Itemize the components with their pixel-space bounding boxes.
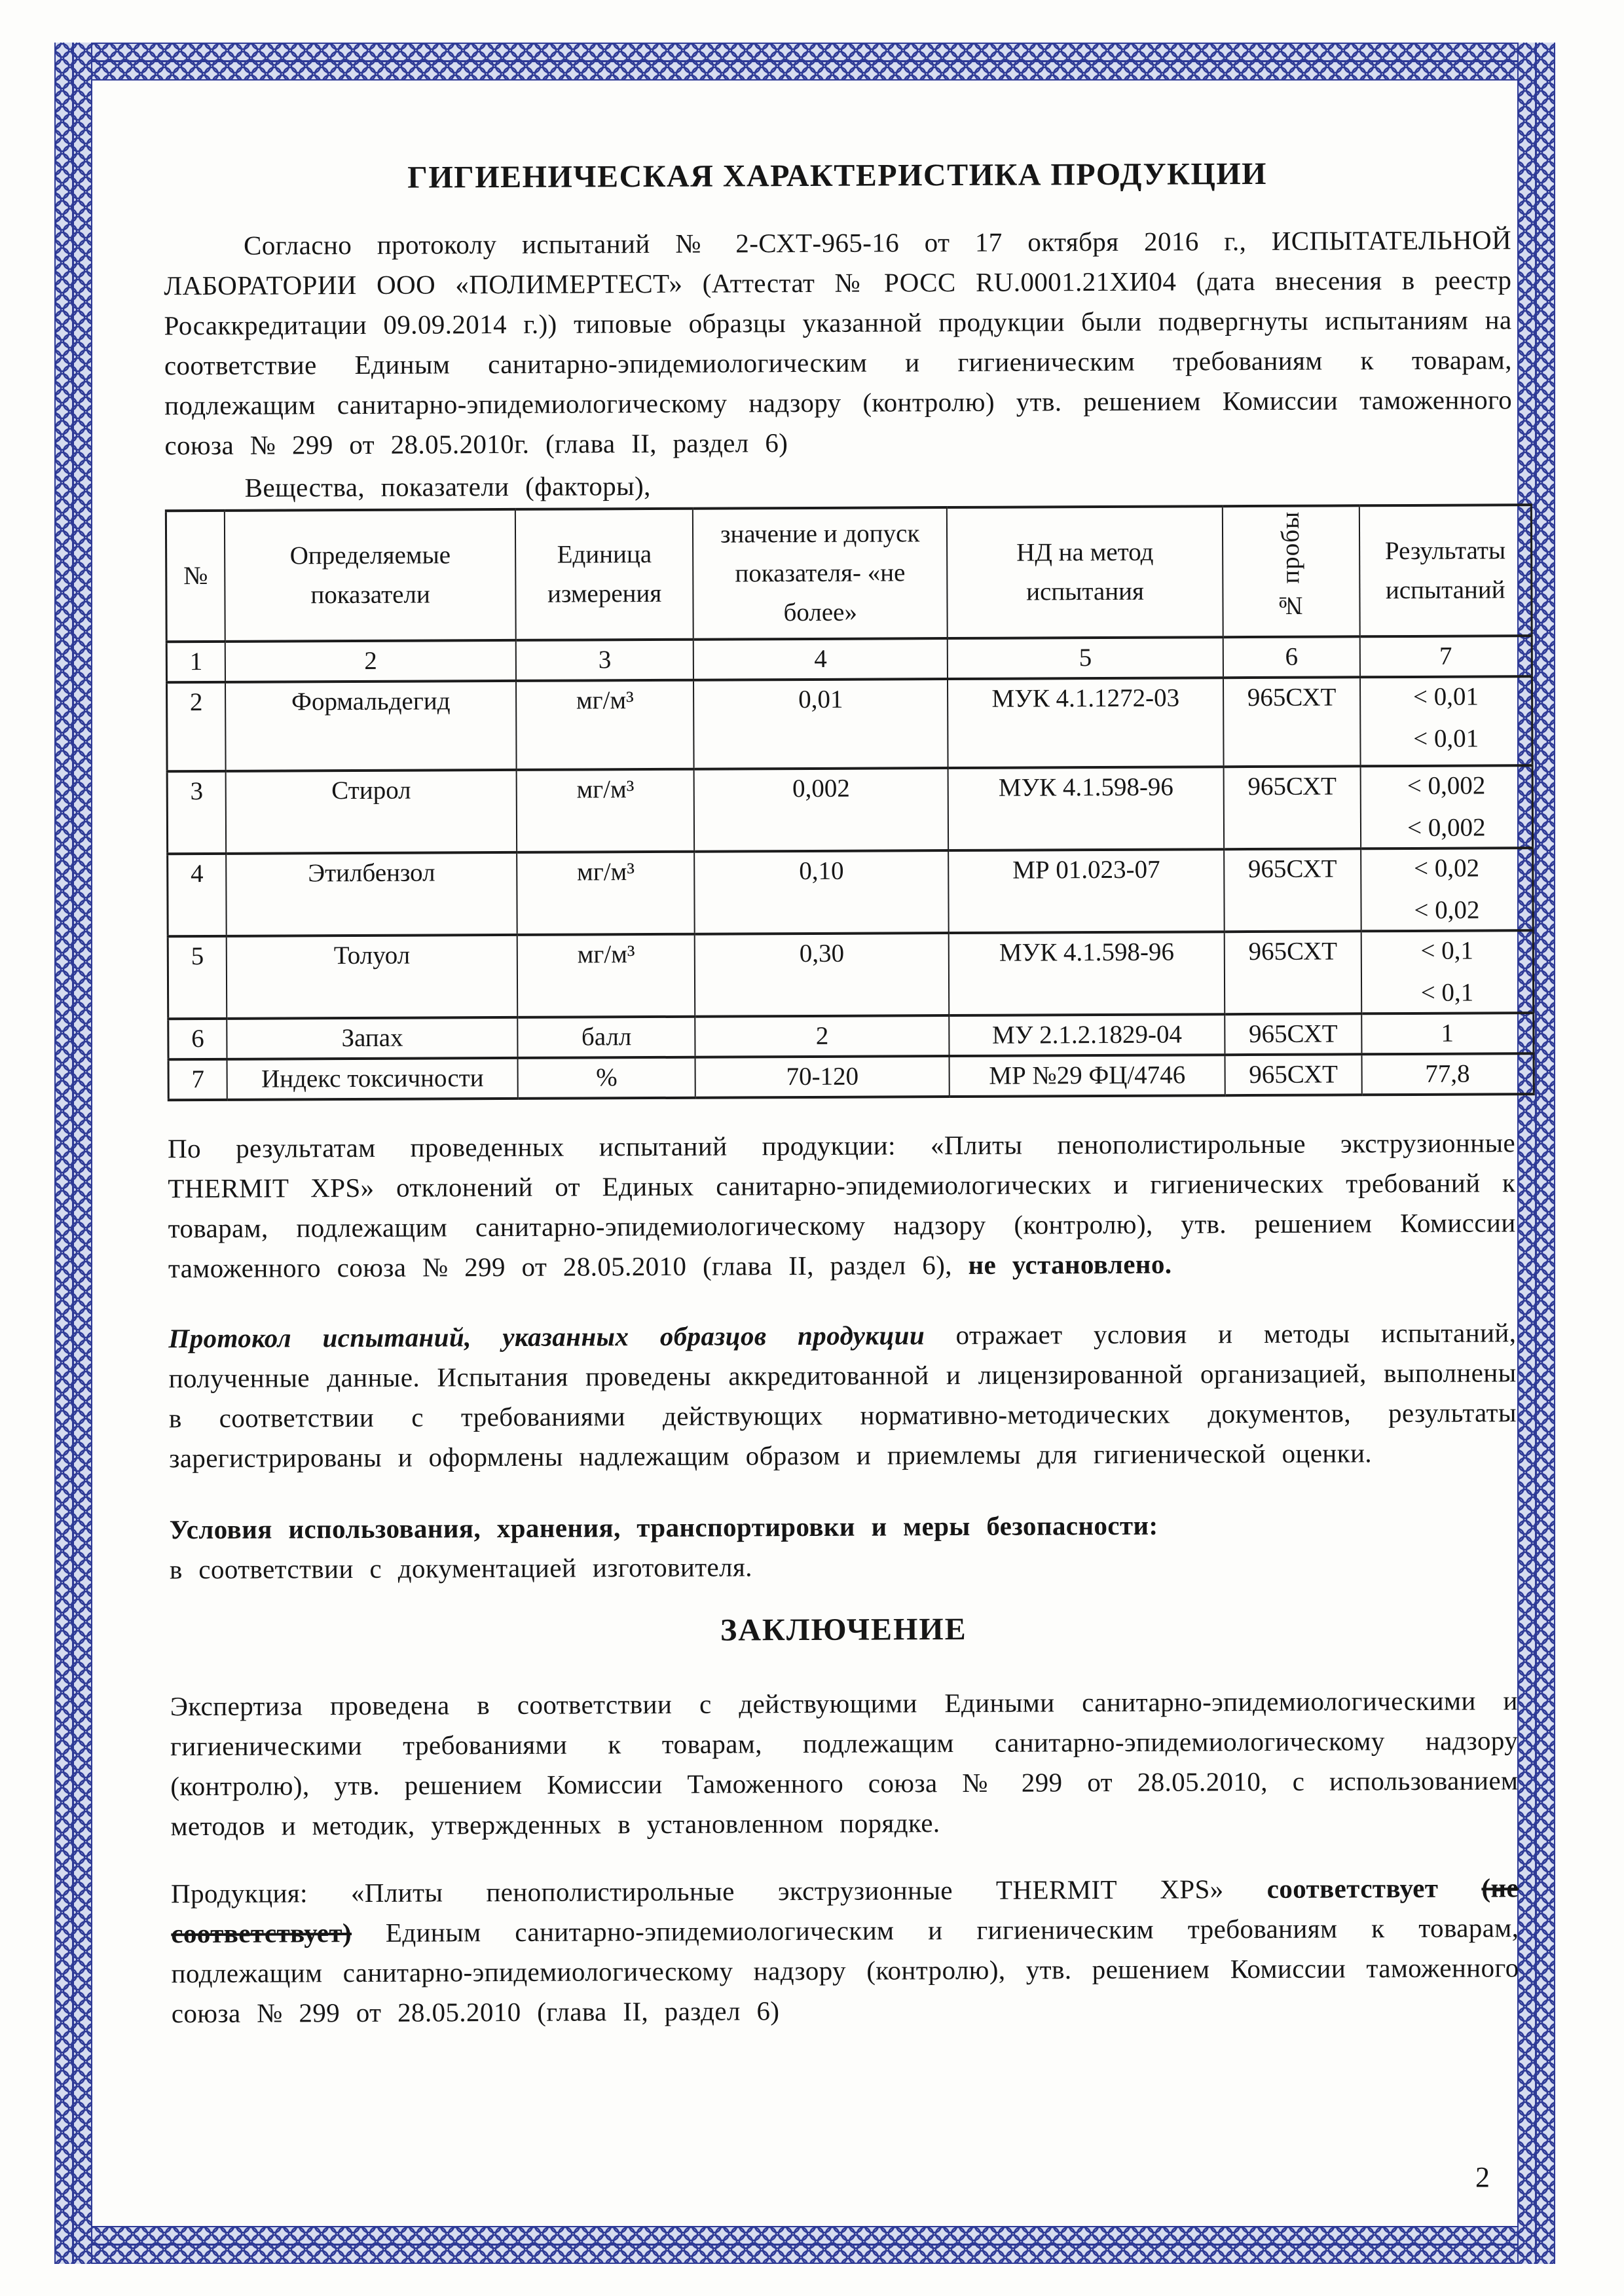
column-number-row <box>166 636 1532 682</box>
cell-limit: 0,10 <box>694 850 948 934</box>
result-line: < 0,1 <box>1420 936 1474 965</box>
protocol-lead-bold-italic: Протокол испытаний, указанных образцов продукции <box>168 1319 925 1353</box>
table-row <box>168 848 1534 936</box>
cell-sample-number: 965СХТ <box>1225 1013 1361 1055</box>
cell-method: МР №29 ФЦ/4746 <box>950 1055 1225 1097</box>
column-number: 5 <box>948 637 1223 679</box>
cell-results <box>1361 848 1533 931</box>
cell-method: МУК 4.1.598-96 <box>948 767 1225 850</box>
result-line: < 0,02 <box>1414 854 1480 883</box>
cell-unit: балл <box>517 1016 695 1057</box>
table-row <box>168 930 1534 1019</box>
cell-method: МУК 4.1.598-96 <box>949 932 1225 1015</box>
cell-row-number: 5 <box>168 936 227 1019</box>
protocol-text: отражает условия и методы испытаний, полученные данные. Испытания проведены аккредитованной и лицензированной организацией, выполнены в соответствии с требованиями действующих нормативно-методических документов, результаты зарегистрированы и оформлены надлежащим образом и приемлемы для гигиенической оценки. <box>168 1317 1517 1473</box>
conditions-block <box>170 1504 1518 1590</box>
column-header-indicators: Определяемые показатели <box>225 509 516 642</box>
page-title: ГИГИЕНИЧЕСКАЯ ХАРАКТЕРИСТИКА ПРОДУКЦИИ <box>407 156 1268 195</box>
conditions-text: в соответствии с документацией изготовителя. <box>169 1552 752 1584</box>
cell-substance-name: Толуол <box>227 935 518 1019</box>
cell-row-number: 3 <box>167 771 226 854</box>
cell-row-number: 7 <box>168 1059 227 1100</box>
table-row <box>168 1013 1534 1059</box>
cell-row-number: 4 <box>168 854 227 936</box>
conditions-heading <box>170 1504 1517 1550</box>
guilloche-border-left <box>54 43 92 2264</box>
result-line: < 0,002 <box>1407 771 1486 800</box>
cell-unit: мг/м³ <box>516 680 694 769</box>
cell-sample-number: 965СХТ <box>1224 766 1361 849</box>
cell-results <box>1360 765 1532 848</box>
document-content <box>91 77 1526 2229</box>
cell-sample-number: 965СХТ <box>1225 931 1361 1014</box>
column-header-number: № <box>166 511 225 642</box>
result-line: < 0,1 <box>1420 978 1474 1007</box>
result-line: < 0,01 <box>1413 724 1479 753</box>
column-header-sample <box>1223 505 1359 637</box>
cell-substance-name: Этилбензол <box>226 852 517 936</box>
cell-limit: 0,01 <box>693 679 948 769</box>
table-header-row <box>166 505 1532 642</box>
protocol-paragraph <box>168 1313 1517 1478</box>
conclusion-heading: ЗАКЛЮЧЕНИЕ <box>720 1611 967 1648</box>
page-number: 2 <box>1475 2161 1490 2193</box>
cell-results <box>1361 930 1533 1013</box>
guilloche-border-bottom <box>54 2226 1555 2264</box>
result-line: < 0,01 <box>1412 682 1479 711</box>
cell-row-number: 2 <box>167 682 226 771</box>
column-number: 1 <box>166 642 225 682</box>
cell-limit: 70-120 <box>695 1056 950 1098</box>
cell-row-number: 6 <box>168 1019 227 1059</box>
conditions-heading-bold: Условия использования, хранения, транспортировки и меры безопасности: <box>169 1510 1158 1544</box>
column-header-limit: значение и допуск показателя- «не более» <box>693 507 948 639</box>
cell-substance-name: Формальдегид <box>225 681 517 771</box>
expertise-paragraph: Экспертиза проведена в соответствии с действующими Едиными санитарно-эпидемиологическими и гигиеническими требованиями к товарам, подлежащим санитарно-эпидемиологическому надзору (контролю), утв. решением Комиссии Таможенного союза № 299 от 28.05.2010, с использованием методов и методик, утвержденных в установленном порядке. <box>170 1685 1519 1841</box>
cell-method: МР 01.023-07 <box>948 849 1225 933</box>
intro-paragraph: Согласно протоколу испытаний № 2-СХТ-965-16 от 17 октября 2016 г., ИСПЫТАТЕЛЬНОЙ ЛАБОРАТОРИИ ООО «ПОЛИМЕРТЕСТ» (Аттестат № РОСС RU.0001.21ХИ04 (дата внесения в реестр Росаккредитации 09.09.2014 г.)) типовые образцы указанной продукции были подвергнуты испытаниям на соответствие Единым санитарно-эпидемиологическим и гигиеническим требованиям к товарам, подлежащим санитарно-эпидемиологическому надзору (контролю) утв. решением Комиссии таможенного союза № 299 от 28.05.2010г. (глава II, раздел 6) <box>164 225 1513 461</box>
cell-limit: 0,30 <box>695 933 949 1017</box>
table-row <box>168 1053 1534 1100</box>
column-header-results: Результаты испытаний <box>1359 505 1532 636</box>
column-number: 7 <box>1359 636 1532 677</box>
guilloche-border-top <box>54 43 1555 81</box>
result-line: < 0,002 <box>1407 813 1486 842</box>
column-number: 3 <box>516 639 693 680</box>
result-line: < 0,02 <box>1414 896 1480 924</box>
product-lead-text: Продукция: «Плиты пенополистирольные экструзионные THERMIT XPS» <box>170 1873 1267 1908</box>
cell-results: 77,8 <box>1361 1053 1534 1095</box>
cell-sample-number: 965СХТ <box>1225 1054 1362 1095</box>
column-header-unit: Единица измерения <box>515 509 693 640</box>
cell-substance-name: Стирол <box>226 770 517 854</box>
cell-sample-number: 965СХТ <box>1223 677 1360 767</box>
substances-table <box>165 503 1535 1101</box>
table-row <box>167 765 1533 854</box>
results-text: По результатам проведенных испытаний продукции: «Плиты пенополистирольные экструзионные THERMIT XPS» отклонений от Единых санитарно-эпидемиологических и гигиенических требований к товарам, подлежащим санитарно-эпидемиологическому надзору (контролю), утв. решением Комиссии таможенного союза № 299 от 28.05.2010 (глава II, раздел 6), <box>168 1127 1516 1283</box>
column-number: 6 <box>1223 636 1360 678</box>
table-row <box>167 676 1533 771</box>
cell-unit: % <box>518 1057 695 1098</box>
conformity-struck-option: (не соответствует) <box>171 1872 1519 1948</box>
cell-sample-number: 965СХТ <box>1224 848 1361 932</box>
cell-limit: 0,002 <box>694 768 948 852</box>
results-verdict-bold: не установлено. <box>968 1248 1172 1280</box>
cell-unit: мг/м³ <box>517 851 695 934</box>
product-conformity-paragraph <box>171 1868 1519 2033</box>
cell-limit: 2 <box>695 1015 950 1057</box>
table-caption: Вещества, показатели (факторы), <box>244 471 651 503</box>
conformity-bold: соответствует <box>1266 1872 1482 1904</box>
cell-substance-name: Индекс токсичности <box>227 1058 518 1100</box>
cell-substance-name: Запах <box>227 1017 517 1059</box>
column-number: 4 <box>693 638 948 680</box>
column-number: 2 <box>225 640 516 682</box>
cell-unit: мг/м³ <box>517 769 695 852</box>
cell-results: 1 <box>1361 1013 1534 1054</box>
cell-method: МУ 2.1.2.1829-04 <box>949 1014 1225 1056</box>
vertical-header-label: № пробы <box>1276 511 1305 620</box>
cell-unit: мг/м³ <box>517 934 695 1017</box>
cell-results <box>1360 676 1532 766</box>
results-paragraph <box>168 1123 1516 1288</box>
column-header-method: НД на метод испытания <box>947 506 1223 638</box>
cell-method: МУК 4.1.1272-03 <box>948 678 1224 768</box>
product-rest-text: Единым санитарно-эпидемиологическим и гигиеническим требованиям к товарам, подлежащим санитарно-эпидемиологическому надзору (контролю), утв. решением Комиссии таможенного союза № 299 от 28.05.2010 (глава II, раздел 6) <box>171 1912 1519 2028</box>
